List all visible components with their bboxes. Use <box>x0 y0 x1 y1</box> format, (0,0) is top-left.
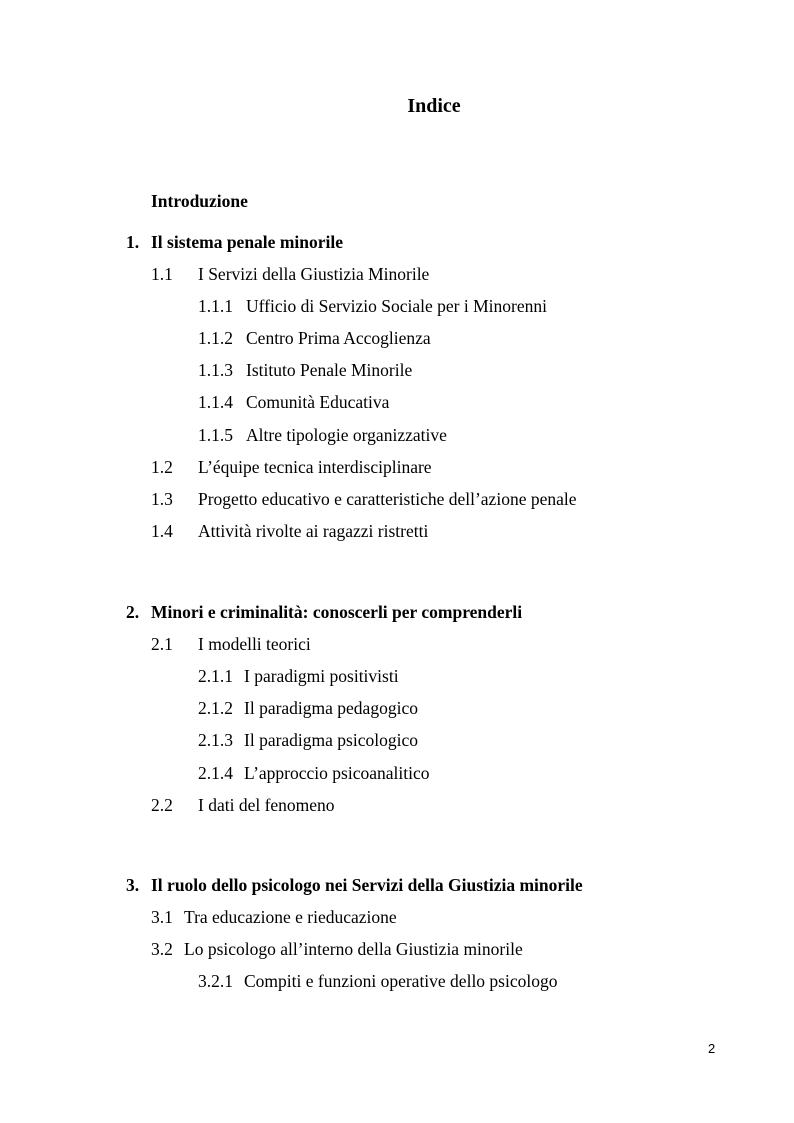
toc-label: L’équipe tecnica interdisciplinare <box>198 457 432 477</box>
toc-entry-1-1[interactable] <box>151 263 429 285</box>
toc-entry-1-1-1[interactable] <box>198 295 547 317</box>
toc-number: 1.2 <box>151 457 173 477</box>
toc-label: L’approccio psicoanalitico <box>244 763 430 783</box>
toc-number: 2.1.3 <box>198 730 233 750</box>
toc-entry-1-1-5[interactable] <box>198 424 447 446</box>
toc-entry-2-1-4[interactable] <box>198 762 429 784</box>
toc-entry-3-2-1[interactable] <box>198 970 557 992</box>
toc-chapter-1[interactable] <box>126 231 343 253</box>
toc-entry-2-2[interactable] <box>151 794 335 816</box>
toc-label: Lo psicologo all’interno della Giustizia minorile <box>184 939 523 959</box>
toc-label: Il paradigma psicologico <box>244 730 418 750</box>
toc-number: 1.1.2 <box>198 328 233 348</box>
toc-number: 1.1.3 <box>198 360 233 380</box>
toc-label: I Servizi della Giustizia Minorile <box>198 264 430 284</box>
page-title: Indice <box>407 95 461 117</box>
toc-chapter-2[interactable] <box>126 601 522 623</box>
toc-label: Centro Prima Accoglienza <box>246 328 431 348</box>
toc-label: Introduzione <box>151 191 248 211</box>
toc-entry-1-1-4[interactable] <box>198 391 389 413</box>
toc-entry-2-1-2[interactable] <box>198 697 418 719</box>
toc-entry-2-1-1[interactable] <box>198 665 399 687</box>
toc-number: 1.1.4 <box>198 392 233 412</box>
toc-label: I modelli teorici <box>198 634 311 654</box>
toc-number: 2.1.1 <box>198 666 233 686</box>
toc-entry-1-4[interactable] <box>151 520 428 542</box>
toc-label: Istituto Penale Minorile <box>246 360 413 380</box>
toc-label: I paradigmi positivisti <box>244 666 399 686</box>
toc-chapter-3[interactable] <box>126 874 583 896</box>
toc-entry-1-3[interactable] <box>151 488 577 510</box>
toc-number: 1. <box>126 232 140 252</box>
toc-label: Tra educazione e rieducazione <box>184 907 397 927</box>
toc-label: I dati del fenomeno <box>198 795 335 815</box>
toc-number: 1.3 <box>151 489 173 509</box>
toc-entry-2-1[interactable] <box>151 633 311 655</box>
toc-entry-3-1[interactable] <box>151 906 397 928</box>
toc-entry-1-2[interactable] <box>151 456 432 478</box>
toc-label: Progetto educativo e caratteristiche dell’azione penale <box>198 489 577 509</box>
toc-number: 1.1.5 <box>198 425 233 445</box>
toc-entry-1-1-2[interactable] <box>198 327 431 349</box>
toc-number: 3.2.1 <box>198 971 233 991</box>
toc-label: Attività rivolte ai ragazzi ristretti <box>198 521 429 541</box>
toc-label: Ufficio di Servizio Sociale per i Minorenni <box>246 296 547 316</box>
toc-number: 3. <box>126 875 140 895</box>
toc-entry-introduzione[interactable] <box>151 190 248 212</box>
toc-number: 3.1 <box>151 907 173 927</box>
toc-number: 2.1.2 <box>198 698 233 718</box>
toc-number: 1.1.1 <box>198 296 233 316</box>
toc-label: Comunità Educativa <box>246 392 390 412</box>
toc-label: Compiti e funzioni operative dello psicologo <box>244 971 558 991</box>
toc-label: Il ruolo dello psicologo nei Servizi della Giustizia minorile <box>151 875 583 895</box>
toc-number: 2. <box>126 602 140 622</box>
toc-number: 2.1 <box>151 634 173 654</box>
toc-number: 2.2 <box>151 795 173 815</box>
toc-label: Altre tipologie organizzative <box>246 425 447 445</box>
toc-label: Minori e criminalità: conoscerli per comprenderli <box>151 602 523 622</box>
toc-number: 2.1.4 <box>198 763 233 783</box>
page-number: 2 <box>708 1041 716 1056</box>
toc-label: Il sistema penale minorile <box>151 232 343 252</box>
toc-entry-3-2[interactable] <box>151 938 523 960</box>
toc-entry-2-1-3[interactable] <box>198 729 418 751</box>
toc-number: 1.1 <box>151 264 173 284</box>
toc-number: 1.4 <box>151 521 173 541</box>
toc-number: 3.2 <box>151 939 173 959</box>
toc-entry-1-1-3[interactable] <box>198 359 412 381</box>
toc-label: Il paradigma pedagogico <box>244 698 418 718</box>
